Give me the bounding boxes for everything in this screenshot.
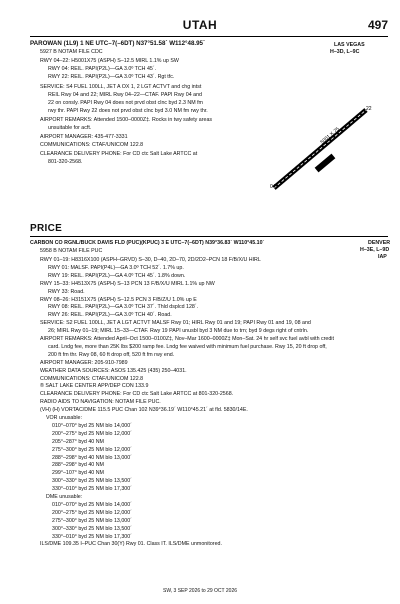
price-chart-ref-2: H–3E, L–9D [360, 247, 390, 253]
price-line: ® SALT LAKE CENTER APP/DEP CON 133.9 [40, 383, 149, 390]
price-line: 288°–298° byd 40 NM blo 13,000´ [52, 454, 132, 461]
price-rule [30, 236, 388, 237]
price-line: 299°–107° byd 40 NM [52, 470, 104, 477]
page-header [0, 18, 400, 38]
price-line: 010°–070° byd 25 NM blo 14,000´ [52, 501, 132, 508]
parowan-chart-ref-2: H–3D, L–9C [330, 49, 360, 55]
parowan-chart-ref-1: LAS VEGAS [334, 42, 365, 48]
price-line: 010°–070° byd 25 NM blo 14,000´ [52, 422, 132, 429]
parowan-service-2: REIL Rwy 04 and 22; MIRL Rwy 04–22—CTAF. PAPI Rwy 04 and [48, 92, 202, 98]
price-line: 330°–010° byd 25 NM blo 17,300´ [52, 533, 132, 540]
price-line: COMMUNICATIONS: CTAF/UNICOM 122.8 [40, 375, 144, 382]
apron-shape [315, 154, 336, 173]
parowan-rwy22: RWY 22: REIL. PAPI(P2L)—GA 3.0º TCH 43´. Rgt tfc. [48, 74, 175, 80]
rwy-04-label: 04 [270, 184, 276, 190]
parowan-elev: 5927 B NOTAM FILE CDC [40, 49, 103, 55]
price-line: SERVICE: S2 FUEL 100LL, JET A LGT ACTVT MALSF Rwy 01; HIRL Rwy 01 and 19; PAPI Rwy 01 and 19, 08 and [40, 320, 311, 327]
price-line: 288°–298° byd 40 NM [52, 462, 104, 469]
price-line: CLEARANCE DELIVERY PHONE: For CD ctc Salt Lake ARTCC at 801-320-2568. [40, 391, 234, 398]
price-line: 300°–330° byd 25 NM blo 13,500´ [52, 525, 132, 532]
price-title-line: CARBON CO RGNL/BUCK DAVIS FLD (PUC)(KPUC) 3 E UTC–7(–6DT) N39°36.83´ W110°45.10´ [30, 240, 265, 246]
price-line: RWY 19: REIL. PAPI(P2L)—GA 4.0º TCH 45´. 1.8% down. [48, 272, 186, 279]
price-line: RWY 26: REIL. PAPI(P2L)—GA 3.0º TCH 40´. Road. [48, 312, 172, 319]
price-line: RWY 01: MALSF. PAPI(P4L)—GA 3.0º TCH 52´. 1.7% up. [48, 264, 184, 271]
parowan-title-line: PAROWAN (1L9) 1 NE UTC–7(–6DT) N37°51.58´ W112°48.95´ [30, 40, 206, 47]
price-line: RWY 33: Road. [48, 288, 85, 295]
parowan-service: SERVICE: S4 FUEL 100LL, JET A OX 1, 2 LGT ACTVT and chg intst [40, 84, 202, 90]
header-rule [30, 36, 388, 37]
price-line: RWY 15–33: H4513X75 (ASPH) S–13 PCN 13 F/B/X/U MIRL 1.1% up NW [40, 280, 215, 287]
price-line: 275°–300° byd 25 NM blo 12,000´ [52, 446, 132, 453]
price-line: card. Lndg fee, more than 25K lbs $200 ramp fee. Lndg fee waived with minimum fuel purchase. Rwy 15, 20 ft drop off, [48, 343, 327, 350]
price-line: DME unusable: [46, 494, 83, 500]
parowan-clearance: CLEARANCE DELIVERY PHONE: For CD ctc Salt Lake ARTCC at [40, 151, 198, 157]
runway-dimension-label: 5001 X 75 [319, 126, 341, 146]
parowan-airport-diagram [262, 98, 382, 196]
price-line: RWY 08: REIL. PAPI(P2L)—GA 3.0º TCH 37´. Thld dsplcd 128´. [48, 304, 199, 311]
state-title: UTAH [182, 18, 218, 32]
price-line: RWY 01–19: H8316X100 (ASPH–GRVD) S–30, D–40, 2D–70, 2D/2D2–PCN 18 F/B/X/U HIRL [40, 257, 261, 263]
price-line: 330°–010° byd 25 NM blo 17,300´ [52, 486, 132, 493]
price-line: VOR unusable: [46, 415, 82, 421]
price-elev: 5958 B NOTAM FILE PUC [40, 248, 103, 254]
price-line: RADIO AIDS TO NAVIGATION: NOTAM FILE PUC. [40, 399, 161, 406]
price-line: 200°–275° byd 25 NM blo 12,000´ [52, 430, 132, 437]
price-line: 300°–330° byd 25 NM blo 13,500´ [52, 478, 132, 485]
price-line: WEATHER DATA SOURCES: ASOS 135.425 (435) 250–4031. [40, 367, 187, 374]
price-line: ILS/DME 109.35 I–PUC Chan 30(Y) Rwy 01. Class IT. ILS/DME unmonitored. [40, 541, 222, 548]
parowan-rwy: RWY 04–22: H5001X75 (ASPH) S–12.5 MIRL 1.1% up SW [40, 58, 179, 64]
page-footer: SW, 3 SEP 2026 to 29 OCT 2026 [162, 588, 238, 594]
price-city-heading: PRICE [30, 223, 63, 234]
parowan-comms: COMMUNICATIONS: CTAF/UNICOM 122.8 [40, 142, 144, 148]
price-chart-ref-3: IAP [378, 254, 387, 260]
parowan-rwy04: RWY 04: REIL. PAPI(P2L)—GA 3.0º TCH 45´. [48, 66, 157, 72]
price-line: 205°–287° byd 40 NM [52, 438, 104, 445]
price-line: AIRPORT REMARKS: Attended April–Oct 1500–0100Z‡, Nov–Mar 1600–0000Z‡ Mon–Sat. 24 hr self svc fuel avbl with credit [40, 336, 334, 342]
price-line: (VH) (H) VORTAC/DME 115.5 PUC Chan 102 N39°36.19´ W110°45.21´ at fld. 5830/14E. [40, 407, 248, 414]
parowan-manager: AIRPORT MANAGER: 435-477-3331 [40, 134, 128, 140]
parowan-service-3: 22 on consly. PAPI Rwy 04 does not prvd obst clnc byd 2.3 NM fm [48, 100, 203, 106]
price-chart-ref-1: DENVER [368, 240, 391, 246]
rwy-22-label: 22 [366, 106, 372, 112]
page-number: 497 [367, 18, 388, 32]
parowan-service-4: rwy thr. PAPI Rwy 22 does not prvd obst clnc byd 3.0 NM fm rwy thr. [48, 108, 208, 114]
price-line: 275°–300° byd 25 NM blo 13,000´ [52, 517, 132, 524]
price-line: AIRPORT MANAGER: 205-910-7989 [40, 359, 128, 366]
runway-04-22 [274, 110, 366, 188]
price-line: 26; MIRL Rwy 01–19; MIRL 15–33—CTAF. Rwy 19 PAPI unusbl byd 3 NM due to trn; byd 9 degs right of cntrln. [48, 328, 309, 335]
price-line: 200 ft fm thr. Rwy 08, 60 ft drop off, 520 ft fm rwy end. [48, 351, 175, 358]
parowan-remarks-2: unsuitable for acft. [48, 125, 92, 131]
parowan-remarks: AIRPORT REMARKS: Attended 1500–0000Z‡. Rocks in twy safety areas [40, 117, 213, 123]
parowan-clearance-2: 801-320-2568. [48, 159, 83, 165]
price-line: 200°–275° byd 25 NM blo 12,000´ [52, 509, 132, 516]
price-line: RWY 08–26: H3151X75 (ASPH) S–12.5 PCN 3 F/B/Z/U 1.0% up E [40, 296, 197, 303]
